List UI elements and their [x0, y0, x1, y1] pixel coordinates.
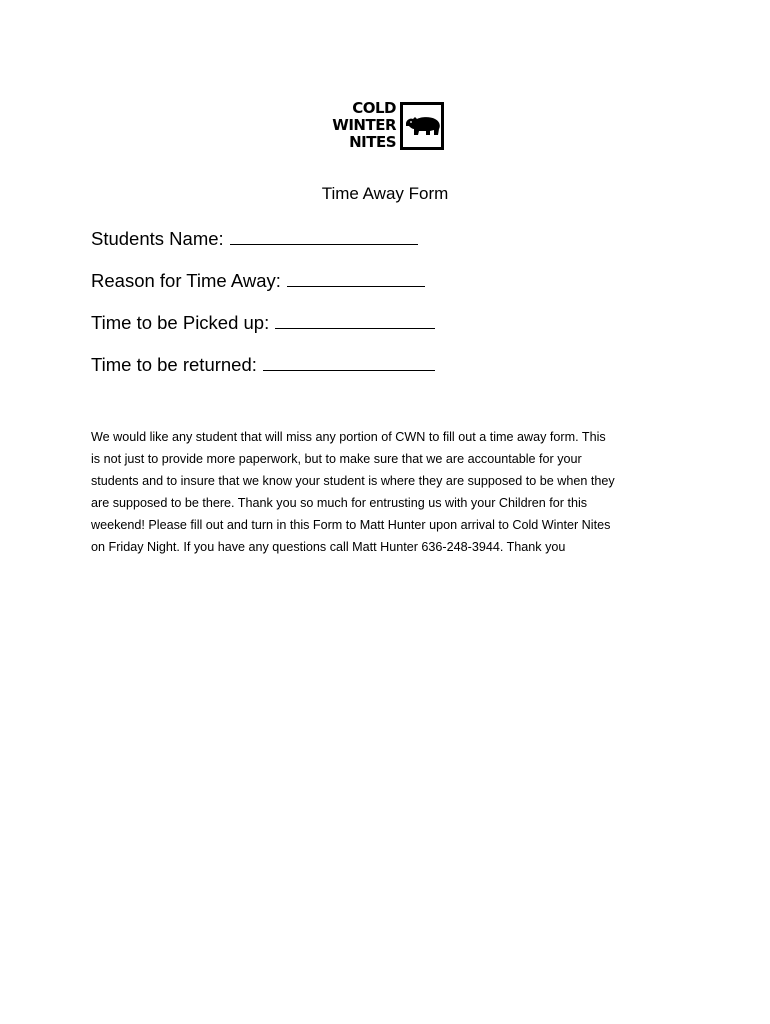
logo-wordmark	[324, 100, 396, 156]
logo-line-1: COLD	[352, 99, 396, 117]
return-time-label: Time to be returned:	[91, 354, 257, 375]
paragraph-line: on Friday Night. If you have any questions call Matt Hunter 636-248-3944. Thank you	[91, 540, 566, 554]
students-name-blank[interactable]	[230, 226, 418, 245]
paragraph-line: are supposed to be there. Thank you so much for entrusting us with your Children for this	[91, 496, 588, 510]
return-time-field	[91, 352, 435, 376]
paragraph-line: We would like any student that will miss any portion of CWN to fill out a time away form. This	[91, 430, 606, 444]
reason-label: Reason for Time Away:	[91, 270, 281, 291]
students-name-field	[91, 226, 418, 250]
reason-blank[interactable]	[287, 268, 425, 287]
pickup-time-label: Time to be Picked up:	[91, 312, 270, 333]
logo-line-3: NITES	[349, 133, 396, 151]
return-time-blank[interactable]	[263, 352, 435, 371]
bear-icon	[400, 102, 444, 150]
pickup-time-blank[interactable]	[275, 310, 435, 329]
paragraph-line: is not just to provide more paperwork, but to make sure that we are accountable for your	[91, 452, 582, 466]
reason-field	[91, 268, 425, 292]
pickup-time-field	[91, 310, 435, 334]
paragraph-line: students and to insure that we know your student is where they are supposed to be when they	[91, 474, 615, 488]
cold-winter-nites-logo	[324, 100, 452, 156]
logo-line-2: WINTER	[332, 116, 396, 134]
form-title: Time Away Form	[321, 184, 449, 203]
students-name-label: Students Name:	[91, 228, 224, 249]
instructions-paragraph	[91, 426, 691, 558]
paragraph-line: weekend! Please fill out and turn in this Form to Matt Hunter upon arrival to Cold Winter Nites	[91, 518, 611, 532]
